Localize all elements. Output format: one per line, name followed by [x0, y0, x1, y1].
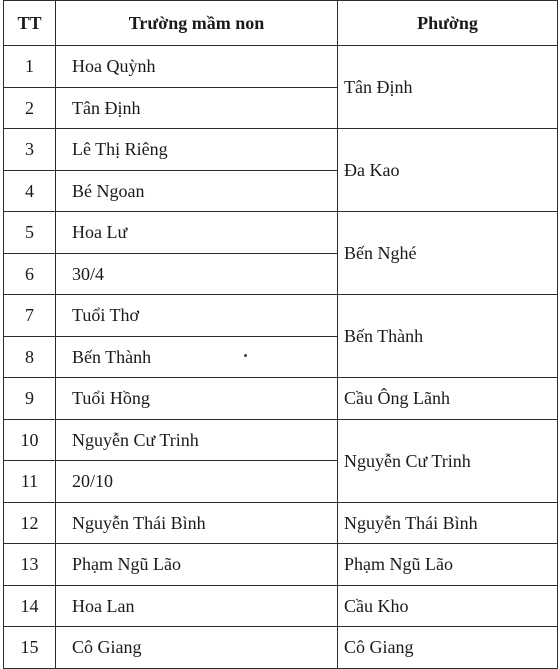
- table-header: [4, 1, 558, 46]
- ward-name: Nguyễn Thái Bình: [338, 502, 558, 544]
- table-row: [4, 627, 558, 669]
- row-number: 10: [4, 419, 56, 461]
- school-name: Phạm Ngũ Lão: [56, 544, 338, 586]
- table-row: [4, 502, 558, 544]
- row-number: 1: [4, 46, 56, 88]
- table-body: [4, 46, 558, 669]
- school-name: Hoa Lư: [56, 212, 338, 254]
- ward-name: Cầu Kho: [338, 585, 558, 627]
- ward-name: Tân Định: [338, 46, 558, 129]
- school-name: Bến Thành: [56, 336, 338, 378]
- school-name: Nguyễn Thái Bình: [56, 502, 338, 544]
- school-name: Tân Định: [56, 87, 338, 129]
- school-name: Cô Giang: [56, 627, 338, 669]
- table-row: [4, 544, 558, 586]
- table-row: [4, 212, 558, 254]
- table-row: [4, 295, 558, 337]
- row-number: 3: [4, 129, 56, 171]
- school-name: Tuổi Thơ: [56, 295, 338, 337]
- row-number: 13: [4, 544, 56, 586]
- table-row: [4, 585, 558, 627]
- ward-name: Nguyễn Cư Trinh: [338, 419, 558, 502]
- row-number: 8: [4, 336, 56, 378]
- school-name: Lê Thị Riêng: [56, 129, 338, 171]
- header-school: Trường mầm non: [56, 1, 338, 46]
- table-row: [4, 378, 558, 420]
- school-name: Nguyễn Cư Trinh: [56, 419, 338, 461]
- header-row: [4, 1, 558, 46]
- row-number: 6: [4, 253, 56, 295]
- header-tt: TT: [4, 1, 56, 46]
- ward-name: Bến Nghé: [338, 212, 558, 295]
- header-ward: Phường: [338, 1, 558, 46]
- school-name: Hoa Lan: [56, 585, 338, 627]
- school-name: 30/4: [56, 253, 338, 295]
- ward-name: Cầu Ông Lãnh: [338, 378, 558, 420]
- row-number: 9: [4, 378, 56, 420]
- row-number: 2: [4, 87, 56, 129]
- school-name: Tuổi Hồng: [56, 378, 338, 420]
- ward-name: Bến Thành: [338, 295, 558, 378]
- row-number: 7: [4, 295, 56, 337]
- row-number: 14: [4, 585, 56, 627]
- table-row: [4, 419, 558, 461]
- ward-name: Phạm Ngũ Lão: [338, 544, 558, 586]
- school-name: 20/10: [56, 461, 338, 503]
- table-row: [4, 129, 558, 171]
- kindergarten-ward-table: [3, 0, 558, 669]
- row-number: 12: [4, 502, 56, 544]
- ward-name: Cô Giang: [338, 627, 558, 669]
- row-number: 4: [4, 170, 56, 212]
- row-number: 11: [4, 461, 56, 503]
- ward-name: Đa Kao: [338, 129, 558, 212]
- row-number: 15: [4, 627, 56, 669]
- school-name: Bé Ngoan: [56, 170, 338, 212]
- scan-speck: [244, 354, 247, 357]
- row-number: 5: [4, 212, 56, 254]
- school-name: Hoa Quỳnh: [56, 46, 338, 88]
- table-row: [4, 46, 558, 88]
